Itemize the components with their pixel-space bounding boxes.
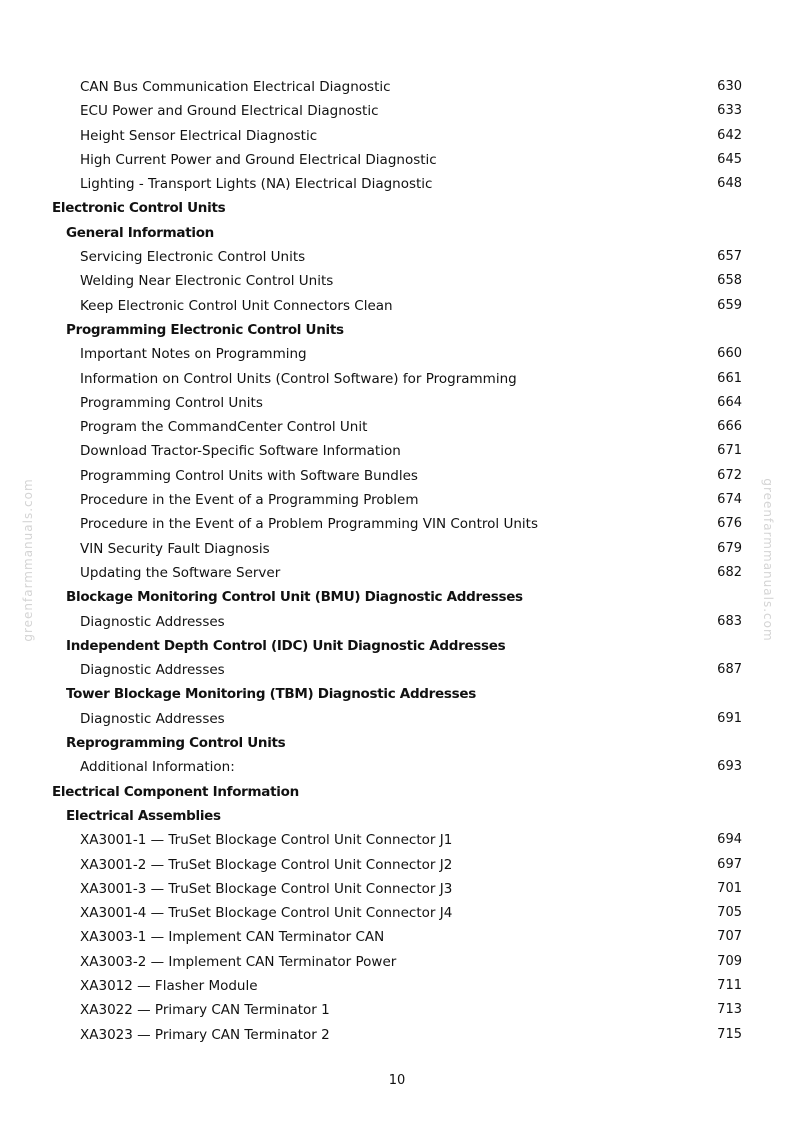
toc-entry[interactable] [0, 901, 794, 925]
toc-entry-title: XA3001-3 — TruSet Blockage Control Unit Connector J3 [80, 880, 453, 897]
toc-entry-title: Information on Control Units (Control Software) for Programming [80, 370, 517, 387]
toc-entry-title: Keep Electronic Control Unit Connectors Clean [80, 297, 393, 314]
toc-entry-title: ECU Power and Ground Electrical Diagnostic [80, 103, 379, 120]
toc-entry[interactable] [0, 367, 794, 391]
toc-entry-page-number: 666 [717, 419, 742, 435]
toc-entry-page-number: 672 [717, 467, 742, 483]
toc-section-heading [0, 682, 794, 706]
toc-entry-title: Electrical Component Information [52, 783, 299, 800]
toc-entry[interactable] [0, 391, 794, 415]
toc-entry-title: General Information [66, 224, 214, 241]
toc-entry[interactable] [0, 439, 794, 463]
toc-entry[interactable] [0, 269, 794, 293]
toc-section-heading [0, 731, 794, 755]
toc-entry-title: Programming Control Units [80, 394, 263, 411]
toc-entry-title: Program the CommandCenter Control Unit [80, 419, 368, 436]
toc-entry-title: XA3001-4 — TruSet Blockage Control Unit Connector J4 [80, 905, 453, 922]
toc-entry[interactable] [0, 512, 794, 536]
toc-entry-page-number: 691 [717, 710, 742, 726]
toc-section-heading [0, 804, 794, 828]
toc-entry[interactable] [0, 1023, 794, 1047]
toc-entry-title: Diagnostic Addresses [80, 710, 225, 727]
toc-entry-page-number: 630 [717, 79, 742, 94]
toc-entry[interactable] [0, 148, 794, 172]
toc-entry-page-number: 715 [717, 1026, 742, 1042]
toc-entry-title: Blockage Monitoring Control Unit (BMU) Diagnostic Addresses [66, 589, 523, 606]
toc-entry-title: Independent Depth Control (IDC) Unit Diagnostic Addresses [66, 637, 506, 654]
toc-entry-title: XA3001-1 — TruSet Blockage Control Unit Connector J1 [80, 832, 453, 849]
toc-entry-title: Servicing Electronic Control Units [80, 249, 306, 266]
toc-entry-page-number: 713 [717, 1002, 742, 1018]
toc-entry-page-number: 694 [717, 832, 742, 848]
watermark-right: greenfarmmanuals.com [761, 478, 775, 642]
toc-entry[interactable] [0, 124, 794, 148]
toc-entry[interactable] [0, 172, 794, 196]
toc-section-heading [0, 634, 794, 658]
toc-entry-page-number: 682 [717, 564, 742, 580]
toc-entry-title: Diagnostic Addresses [80, 662, 225, 679]
toc-entry[interactable] [0, 537, 794, 561]
toc-entry-title: High Current Power and Ground Electrical Diagnostic [80, 151, 437, 168]
toc-entry-page-number: 657 [717, 249, 742, 265]
toc-entry-page-number: 709 [717, 953, 742, 969]
toc-entry[interactable] [0, 561, 794, 585]
toc-entry[interactable] [0, 950, 794, 974]
toc-section-heading [0, 221, 794, 245]
toc-entry[interactable] [0, 610, 794, 634]
toc-entry[interactable] [0, 658, 794, 682]
toc-entry-title: Additional Information: [80, 759, 235, 776]
toc-entry-page-number: 648 [717, 176, 742, 192]
toc-entry-page-number: 664 [717, 394, 742, 410]
toc-entry-title: Download Tractor-Specific Software Information [80, 443, 401, 460]
toc-entry[interactable] [0, 998, 794, 1022]
toc-entry[interactable] [0, 974, 794, 998]
toc-entry-title: Procedure in the Event of a Problem Programming VIN Control Units [80, 516, 538, 533]
toc-entry-title: XA3023 — Primary CAN Terminator 2 [80, 1026, 330, 1043]
toc-entry[interactable] [0, 877, 794, 901]
toc-entry[interactable] [0, 707, 794, 731]
toc-section-heading [0, 196, 794, 220]
table-of-contents [0, 75, 794, 1047]
toc-entry[interactable] [0, 755, 794, 779]
toc-entry-title: XA3003-1 — Implement CAN Terminator CAN [80, 929, 385, 946]
toc-entry[interactable] [0, 294, 794, 318]
toc-entry-page-number: 660 [717, 346, 742, 362]
toc-entry-page-number: 658 [717, 273, 742, 289]
toc-entry[interactable] [0, 464, 794, 488]
toc-entry-title: VIN Security Fault Diagnosis [80, 540, 270, 557]
toc-entry-page-number: 674 [717, 492, 742, 508]
toc-entry-page-number: 659 [717, 297, 742, 313]
toc-entry-title: XA3022 — Primary CAN Terminator 1 [80, 1002, 330, 1019]
toc-entry-title: XA3001-2 — TruSet Blockage Control Unit Connector J2 [80, 856, 453, 873]
toc-entry-title: Updating the Software Server [80, 564, 281, 581]
toc-entry-page-number: 683 [717, 613, 742, 629]
toc-entry-page-number: 661 [717, 370, 742, 386]
toc-entry[interactable] [0, 925, 794, 949]
toc-entry[interactable] [0, 853, 794, 877]
toc-entry-title: Height Sensor Electrical Diagnostic [80, 127, 318, 144]
toc-entry-title: Programming Electronic Control Units [66, 321, 344, 338]
toc-entry-page-number: 633 [717, 103, 742, 119]
toc-entry-page-number: 679 [717, 540, 742, 556]
toc-entry-page-number: 671 [717, 443, 742, 459]
toc-entry[interactable] [0, 99, 794, 123]
toc-entry-page-number: 705 [717, 905, 742, 921]
toc-entry-title: Reprogramming Control Units [66, 735, 286, 752]
toc-section-heading [0, 780, 794, 804]
toc-entry-title: Procedure in the Event of a Programming Problem [80, 492, 419, 509]
toc-entry-title: XA3012 — Flasher Module [80, 977, 258, 994]
watermark-left: greenfarmmanuals.com [21, 478, 35, 642]
toc-entry-page-number: 711 [717, 977, 742, 993]
toc-entry-title: XA3003-2 — Implement CAN Terminator Power [80, 953, 397, 970]
toc-entry[interactable] [0, 245, 794, 269]
toc-entry-page-number: 693 [717, 759, 742, 775]
toc-entry-title: Lighting - Transport Lights (NA) Electrical Diagnostic [80, 176, 433, 193]
toc-entry[interactable] [0, 828, 794, 852]
toc-entry-title: Welding Near Electronic Control Units [80, 273, 334, 290]
toc-entry[interactable] [0, 488, 794, 512]
toc-entry[interactable] [0, 415, 794, 439]
toc-section-heading [0, 585, 794, 609]
toc-entry-page-number: 707 [717, 929, 742, 945]
toc-entry[interactable] [0, 75, 794, 99]
toc-entry-page-number: 687 [717, 662, 742, 678]
page-number: 10 [388, 1073, 406, 1088]
toc-entry-title: Important Notes on Programming [80, 346, 307, 363]
toc-entry-title: Electronic Control Units [52, 200, 226, 217]
toc-section-heading [0, 318, 794, 342]
toc-entry-title: Electrical Assemblies [66, 807, 221, 824]
toc-entry-title: Tower Blockage Monitoring (TBM) Diagnostic Addresses [66, 686, 476, 703]
toc-entry-page-number: 697 [717, 856, 742, 872]
toc-entry-page-number: 701 [717, 880, 742, 896]
toc-entry[interactable] [0, 342, 794, 366]
toc-entry-title: Programming Control Units with Software Bundles [80, 467, 418, 484]
toc-entry-title: CAN Bus Communication Electrical Diagnostic [80, 79, 391, 95]
toc-entry-page-number: 642 [717, 127, 742, 143]
toc-entry-title: Diagnostic Addresses [80, 613, 225, 630]
toc-entry-page-number: 645 [717, 151, 742, 167]
toc-entry-page-number: 676 [717, 516, 742, 532]
